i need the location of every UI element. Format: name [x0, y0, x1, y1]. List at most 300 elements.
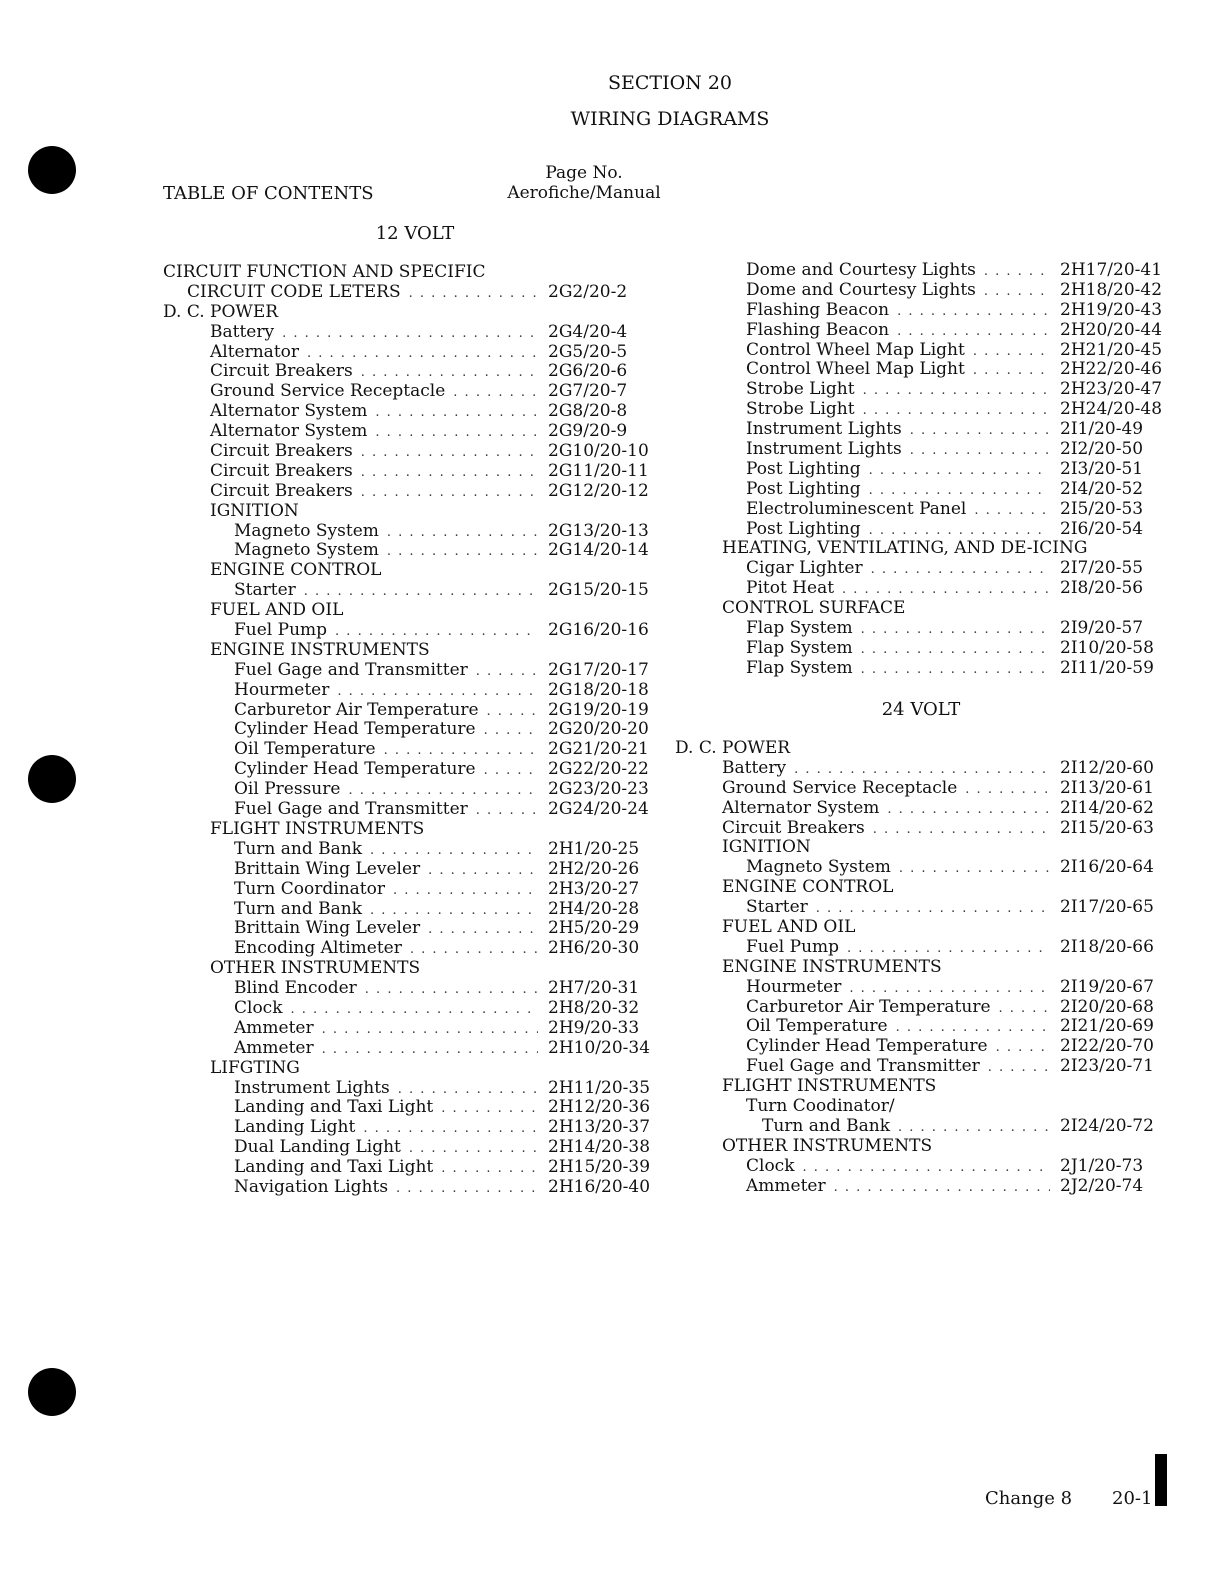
toc-entry — [675, 559, 1160, 579]
toc-entry — [163, 580, 649, 601]
toc-entry-label: Fuel Gage and Transmitter — [746, 1056, 980, 1077]
dot-leader — [869, 461, 1050, 481]
toc-entry — [675, 1057, 1160, 1077]
toc-entry-page: 2G24/20-24 — [548, 799, 649, 820]
toc-entry-page: 2H22/20-46 — [1060, 359, 1163, 380]
toc-heading — [675, 1097, 1160, 1117]
dot-leader — [361, 463, 538, 483]
dot-leader — [487, 702, 539, 722]
toc-entry-label: Oil Temperature — [234, 739, 376, 760]
toc-entry-label: Landing and Taxi Light — [234, 1157, 434, 1178]
toc-entry-page: 2H21/20-45 — [1060, 339, 1163, 360]
toc-entry — [675, 1017, 1160, 1037]
toc-entry — [675, 898, 1160, 918]
toc-entry-page: 2I17/20-65 — [1060, 897, 1154, 918]
page-number: 20-1 — [1112, 1488, 1153, 1509]
toc-entry-label: Post Lighting — [746, 458, 861, 479]
toc-entry-page: 2G4/20-4 — [548, 321, 628, 342]
toc-entry-page: 2H7/20-31 — [548, 978, 640, 999]
dot-leader — [897, 302, 1050, 322]
toc-entry-label: Instrument Lights — [746, 419, 902, 440]
toc-entry-page: 2I11/20-59 — [1060, 657, 1154, 678]
toc-entry-page: 2H3/20-27 — [548, 878, 640, 899]
toc-entry-page: 2H12/20-36 — [548, 1097, 651, 1118]
toc-entry — [675, 759, 1160, 779]
toc-entry-label: D. C. POWER — [163, 301, 279, 322]
toc-entry-label: Blind Encoder — [234, 978, 357, 999]
toc-entry — [675, 998, 1160, 1018]
toc-entry-page: 2I19/20-67 — [1060, 976, 1154, 997]
toc-entry — [675, 619, 1160, 639]
toc-entry — [163, 1077, 651, 1099]
toc-entry-label: Circuit Breakers — [722, 817, 865, 838]
dot-leader — [387, 542, 538, 562]
dot-leader — [899, 859, 1050, 879]
toc-entry — [675, 819, 1160, 839]
toc-entry-page: 2I9/20-57 — [1060, 618, 1144, 639]
toc-entry-label: Magneto System — [746, 857, 891, 878]
toc-entry — [675, 480, 1160, 500]
toc-entry — [675, 279, 1163, 301]
toc-entry-label: CIRCUIT CODE LETERS — [187, 281, 401, 302]
toc-entry-label: Fuel Gage and Transmitter — [234, 799, 468, 820]
toc-entry-label: ENGINE CONTROL — [722, 877, 894, 898]
dot-leader — [335, 622, 538, 642]
toc-entry — [163, 1117, 651, 1138]
toc-heading — [163, 561, 643, 581]
toc-heading — [163, 1059, 643, 1079]
toc-entry-page: 2H18/20-42 — [1060, 279, 1163, 300]
toc-entry-page: 2G16/20-16 — [548, 620, 649, 641]
toc-entry-page: 2G15/20-15 — [548, 580, 649, 601]
toc-entry-label: Battery — [722, 757, 787, 778]
toc-entry-label: Alternator System — [210, 421, 368, 442]
toc-entry-label: IGNITION — [722, 837, 811, 858]
toc-entry-label: Cigar Lighter — [746, 558, 863, 579]
toc-entry-page: 2I8/20-56 — [1060, 578, 1144, 599]
toc-entry-label: FLIGHT INSTRUMENTS — [210, 818, 425, 839]
toc-entry-label: Turn and Bank — [762, 1115, 891, 1136]
toc-entry — [675, 1157, 1160, 1177]
toc-entry — [163, 422, 643, 442]
toc-entry-label: LIFGTING — [210, 1057, 300, 1078]
toc-left-column — [163, 262, 651, 1198]
toc-entry-label: Starter — [746, 897, 808, 918]
toc-entry-page: 2H20/20-44 — [1060, 319, 1163, 340]
dot-leader — [370, 841, 538, 861]
toc-entry-label: CONTROL SURFACE — [722, 598, 906, 619]
toc-entry-label: Landing and Taxi Light — [234, 1097, 434, 1118]
toc-entry-label: OTHER INSTRUMENTS — [722, 1135, 933, 1156]
toc-entry-label: Post Lighting — [746, 518, 861, 539]
toc-entry-label: Ammeter — [746, 1175, 826, 1196]
toc-entry — [675, 359, 1163, 380]
toc-entry-label: Fuel Pump — [746, 936, 840, 957]
toc-entry-label: Turn and Bank — [234, 898, 363, 919]
toc-entry — [163, 939, 643, 959]
toc-entry — [675, 639, 1160, 659]
toc-entry — [163, 362, 643, 382]
toc-entry — [163, 402, 643, 422]
toc-entry — [675, 299, 1163, 321]
toc-entry — [163, 900, 643, 920]
toc-entry — [675, 659, 1160, 679]
toc-entry-page: 2J2/20-74 — [1060, 1175, 1144, 1196]
toc-entry — [675, 779, 1160, 799]
toc-entry — [163, 759, 649, 780]
toc-entry — [675, 260, 1163, 281]
toc-heading — [675, 918, 1160, 938]
toc-heading — [163, 601, 643, 621]
toc-entry — [675, 440, 1160, 460]
toc-entry-page: 2G9/20-9 — [548, 421, 628, 442]
volt-24-heading: 24 VOLT — [881, 699, 961, 720]
toc-entry-label: Ammeter — [234, 1037, 314, 1058]
dot-leader — [910, 441, 1050, 461]
toc-entry — [163, 1137, 651, 1158]
toc-entry-label: Brittain Wing Leveler — [234, 918, 421, 939]
change-bar — [1155, 1454, 1167, 1506]
dot-leader — [375, 403, 538, 423]
dot-leader — [861, 640, 1050, 660]
toc-entry-label: Brittain Wing Leveler — [234, 858, 421, 879]
toc-entry-label: Cylinder Head Temperature — [234, 719, 476, 740]
toc-entry-label: OTHER INSTRUMENTS — [210, 958, 421, 979]
toc-entry — [163, 679, 649, 701]
dot-leader — [965, 780, 1050, 800]
dot-leader — [484, 721, 538, 741]
toc-entry-page: 2H8/20-32 — [548, 997, 640, 1018]
toc-entry-page: 2H16/20-40 — [548, 1176, 651, 1197]
toc-entry-page: 2I2/20-50 — [1060, 439, 1144, 460]
toc-entry — [675, 460, 1160, 480]
toc-heading — [675, 539, 1160, 559]
dot-leader — [873, 820, 1050, 840]
dot-leader — [984, 262, 1050, 282]
toc-entry — [675, 319, 1163, 341]
toc-entry-page: 2G23/20-23 — [548, 779, 649, 800]
toc-entry — [163, 382, 643, 402]
punch-hole-middle — [28, 755, 76, 803]
toc-entry — [163, 343, 643, 363]
dot-leader — [375, 423, 538, 443]
toc-entry — [675, 1117, 1160, 1137]
toc-entry-label: Flap System — [746, 637, 853, 658]
toc-entry-label: Control Wheel Map Light — [746, 359, 965, 380]
toc-entry — [163, 540, 649, 561]
dot-leader — [322, 1020, 538, 1040]
dot-leader — [322, 1040, 538, 1060]
toc-entry-label: Hourmeter — [234, 679, 330, 700]
toc-entry-label: Ammeter — [234, 1017, 314, 1038]
toc-entry-label: CIRCUIT FUNCTION AND SPECIFIC — [163, 262, 486, 282]
section-number: SECTION 20 — [607, 72, 733, 94]
toc-entry-label: Magneto System — [234, 520, 379, 541]
dot-leader — [863, 381, 1050, 401]
toc-entry-label: Pitot Heat — [746, 578, 835, 599]
dot-leader — [973, 361, 1050, 381]
toc-entry-page: 2H4/20-28 — [548, 898, 640, 919]
toc-entry-label: FLIGHT INSTRUMENTS — [722, 1076, 937, 1097]
toc-entry — [675, 500, 1160, 520]
toc-entry-label: ENGINE CONTROL — [210, 560, 382, 581]
toc-entry-page: 2I20/20-68 — [1060, 996, 1154, 1017]
toc-entry-label: Alternator System — [210, 401, 368, 422]
toc-entry-label: Circuit Breakers — [210, 460, 353, 481]
toc-right-column-top — [675, 260, 1163, 679]
toc-entry — [163, 840, 643, 860]
toc-entry-label: Dome and Courtesy Lights — [746, 260, 976, 280]
toc-entry-label: Cylinder Head Temperature — [234, 759, 476, 780]
dot-leader — [291, 1000, 538, 1020]
volt-12-heading: 12 VOLT — [375, 223, 455, 244]
toc-entry-label: Circuit Breakers — [210, 361, 353, 382]
toc-entry-label: ENGINE INSTRUMENTS — [722, 956, 942, 977]
toc-entry-label: Flap System — [746, 618, 853, 639]
toc-entry-page: 2H23/20-47 — [1060, 379, 1163, 400]
toc-entry-page: 2I13/20-61 — [1060, 777, 1154, 798]
toc-entry-label: Strobe Light — [746, 379, 855, 400]
toc-entry-label: Alternator System — [722, 797, 880, 818]
dot-leader — [834, 1178, 1050, 1198]
toc-entry — [675, 858, 1160, 878]
toc-entry-label: Alternator — [210, 341, 300, 362]
dot-leader — [428, 861, 538, 881]
dot-leader — [476, 662, 538, 682]
toc-heading — [163, 502, 643, 522]
toc-entry-page: 2I6/20-54 — [1060, 518, 1144, 539]
toc-entry — [163, 1097, 651, 1118]
toc-entry-label: FUEL AND OIL — [722, 917, 856, 938]
toc-entry-label: Clock — [234, 997, 283, 1018]
toc-entry-page: 2G12/20-12 — [548, 480, 649, 501]
toc-entry — [675, 799, 1160, 819]
toc-entry-page: 2H9/20-33 — [548, 1017, 640, 1038]
toc-entry-page: 2H14/20-38 — [548, 1137, 651, 1158]
toc-entry-page: 2I7/20-55 — [1060, 558, 1144, 579]
toc-entry-page: 2G11/20-11 — [548, 460, 649, 481]
toc-heading — [675, 838, 1160, 858]
toc-entry-label: Ground Service Receptacle — [210, 381, 446, 402]
toc-entry-label: Carburetor Air Temperature — [234, 699, 479, 720]
toc-entry — [675, 1037, 1160, 1057]
toc-entry-label: Electroluminescent Panel — [746, 498, 967, 519]
dot-leader — [910, 421, 1050, 441]
toc-entry — [163, 999, 643, 1019]
toc-entry-page: 2H15/20-39 — [548, 1157, 651, 1178]
toc-entry — [163, 441, 649, 462]
toc-entry-label: Flashing Beacon — [746, 319, 890, 340]
toc-entry-page: 2G7/20-7 — [548, 381, 628, 402]
dot-leader — [396, 1179, 538, 1199]
toc-heading — [675, 1137, 1160, 1157]
dot-leader — [999, 999, 1051, 1019]
toc-entry-page: 2I14/20-62 — [1060, 797, 1154, 818]
toc-entry — [163, 1176, 651, 1198]
dot-leader — [409, 284, 538, 304]
toc-entry-page: 2I3/20-51 — [1060, 458, 1144, 479]
toc-entry — [675, 399, 1163, 420]
toc-entry — [163, 620, 649, 641]
punch-hole-top — [28, 146, 76, 194]
toc-entry-label: Magneto System — [234, 540, 379, 561]
dot-leader — [847, 939, 1050, 959]
dot-leader — [361, 443, 538, 463]
aerofiche-manual-label: Aerofiche/Manual — [507, 183, 661, 203]
toc-entry-label: Hourmeter — [746, 976, 842, 997]
toc-entry-page: 2G22/20-22 — [548, 759, 649, 780]
toc-heading — [163, 641, 643, 661]
dot-leader — [898, 1118, 1050, 1138]
dot-leader — [365, 980, 538, 1000]
toc-entry-page: 2I1/20-49 — [1060, 419, 1144, 440]
toc-heading — [675, 1077, 1160, 1097]
toc-entry-label: Clock — [746, 1155, 795, 1176]
toc-entry — [163, 799, 649, 820]
toc-heading — [675, 958, 1160, 978]
toc-entry — [163, 860, 643, 880]
toc-entry-page: 2G5/20-5 — [548, 341, 628, 362]
toc-entry-label: HEATING, VENTILATING, AND DE-ICING — [722, 538, 1088, 559]
toc-entry — [163, 739, 649, 760]
toc-entry-label: Carburetor Air Temperature — [746, 996, 991, 1017]
toc-entry-label: Post Lighting — [746, 478, 861, 499]
toc-entry-page: 2I18/20-66 — [1060, 936, 1154, 957]
dot-leader — [984, 282, 1050, 302]
toc-entry-label: Navigation Lights — [234, 1176, 389, 1197]
toc-heading — [163, 959, 643, 979]
toc-entry-label: Fuel Gage and Transmitter — [234, 659, 468, 680]
dot-leader — [441, 1099, 538, 1119]
dot-leader — [476, 801, 538, 821]
toc-entry-page: 2I15/20-63 — [1060, 817, 1154, 838]
dot-leader — [988, 1058, 1050, 1078]
toc-heading — [675, 878, 1160, 898]
toc-entry-label: Flashing Beacon — [746, 299, 890, 320]
dot-leader — [453, 383, 538, 403]
toc-entry-page: 2H10/20-34 — [548, 1037, 651, 1058]
toc-entry — [163, 460, 649, 482]
dot-leader — [996, 1038, 1050, 1058]
toc-entry-page: 2G21/20-21 — [548, 739, 649, 760]
dot-leader — [794, 760, 1050, 780]
toc-entry — [675, 420, 1160, 440]
dot-leader — [887, 800, 1050, 820]
dot-leader — [871, 560, 1050, 580]
toc-entry-page: 2H11/20-35 — [548, 1077, 651, 1098]
toc-entry-page: 2I16/20-64 — [1060, 857, 1154, 878]
toc-entry-label: Oil Pressure — [234, 779, 341, 800]
toc-entry — [675, 579, 1160, 599]
toc-entry-page: 2I5/20-53 — [1060, 498, 1144, 519]
toc-entry — [163, 520, 649, 542]
toc-entry-label: Cylinder Head Temperature — [746, 1036, 988, 1057]
dot-leader — [803, 1158, 1050, 1178]
toc-entry-label: Fuel Pump — [234, 620, 328, 641]
toc-entry-page: 2I10/20-58 — [1060, 637, 1154, 658]
toc-entry-page: 2H2/20-26 — [548, 858, 640, 879]
toc-right-column-bottom — [675, 739, 1160, 1196]
toc-entry-label: Ground Service Receptacle — [722, 777, 958, 798]
toc-heading — [675, 599, 1160, 619]
toc-entry — [675, 520, 1160, 540]
toc-entry-page: 2G17/20-17 — [548, 659, 649, 680]
toc-entry-page: 2I22/20-70 — [1060, 1036, 1154, 1057]
toc-entry-page: 2G19/20-19 — [548, 699, 649, 720]
toc-entry-page: 2G2/20-2 — [548, 281, 628, 302]
toc-entry-page: 2G8/20-8 — [548, 401, 628, 422]
toc-entry — [163, 699, 649, 721]
toc-entry-label: Circuit Breakers — [210, 480, 353, 501]
toc-entry-label: Encoding Altimeter — [234, 938, 402, 959]
toc-entry-page: 2H5/20-29 — [548, 918, 640, 939]
toc-entry-label: Control Wheel Map Light — [746, 339, 965, 360]
toc-entry — [163, 1037, 651, 1059]
toc-entry-page: 2J1/20-73 — [1060, 1155, 1144, 1176]
toc-entry-page: 2H13/20-37 — [548, 1117, 651, 1138]
toc-entry — [163, 1019, 643, 1039]
toc-heading — [163, 820, 643, 840]
toc-entry-page: 2I24/20-72 — [1060, 1115, 1154, 1136]
toc-entry — [675, 978, 1160, 998]
toc-entry-page: 2H24/20-48 — [1060, 399, 1163, 420]
page-number-label: Page No. — [545, 163, 623, 183]
toc-entry-label: IGNITION — [210, 500, 299, 521]
dot-leader — [393, 881, 538, 901]
toc-entry — [163, 659, 649, 681]
toc-entry-label: Strobe Light — [746, 399, 855, 420]
toc-entry-page: 2G14/20-14 — [548, 540, 649, 561]
dot-leader — [387, 523, 538, 543]
toc-entry-label: Instrument Lights — [746, 439, 902, 460]
toc-heading — [163, 263, 643, 283]
toc-entry-page: 2H19/20-43 — [1060, 299, 1163, 320]
toc-entry — [163, 719, 649, 740]
toc-entry — [163, 283, 643, 303]
toc-heading — [675, 739, 1160, 759]
toc-entry-label: Turn Coordinator — [234, 878, 385, 899]
toc-entry-page: 2H1/20-25 — [548, 838, 640, 859]
dot-leader — [869, 481, 1050, 501]
dot-leader — [361, 483, 538, 503]
toc-entry-label: Starter — [234, 580, 296, 601]
dot-leader — [897, 322, 1050, 342]
toc-entry-label: Flap System — [746, 657, 853, 678]
toc-entry-label: Dome and Courtesy Lights — [746, 279, 976, 300]
toc-entry-page: 2H6/20-30 — [548, 938, 640, 959]
table-of-contents-label: TABLE OF CONTENTS — [163, 183, 374, 204]
toc-entry-page: 2I12/20-60 — [1060, 757, 1154, 778]
toc-entry — [675, 339, 1163, 361]
dot-leader — [974, 501, 1050, 521]
toc-entry-label: FUEL AND OIL — [210, 600, 344, 621]
dot-leader — [428, 920, 538, 940]
toc-entry-label: Battery — [210, 321, 275, 342]
dot-leader — [337, 682, 538, 702]
section-title: WIRING DIAGRAMS — [570, 108, 770, 130]
dot-leader — [861, 620, 1050, 640]
toc-entry-label: Circuit Breakers — [210, 441, 353, 462]
toc-entry — [163, 323, 643, 343]
toc-entry-label: Instrument Lights — [234, 1077, 390, 1098]
change-number: Change 8 — [985, 1488, 1073, 1509]
toc-entry — [163, 919, 643, 939]
toc-entry — [163, 779, 649, 800]
dot-leader — [861, 660, 1050, 680]
toc-entry-label: D. C. POWER — [675, 738, 791, 758]
toc-entry — [163, 880, 643, 900]
dot-leader — [441, 1159, 538, 1179]
